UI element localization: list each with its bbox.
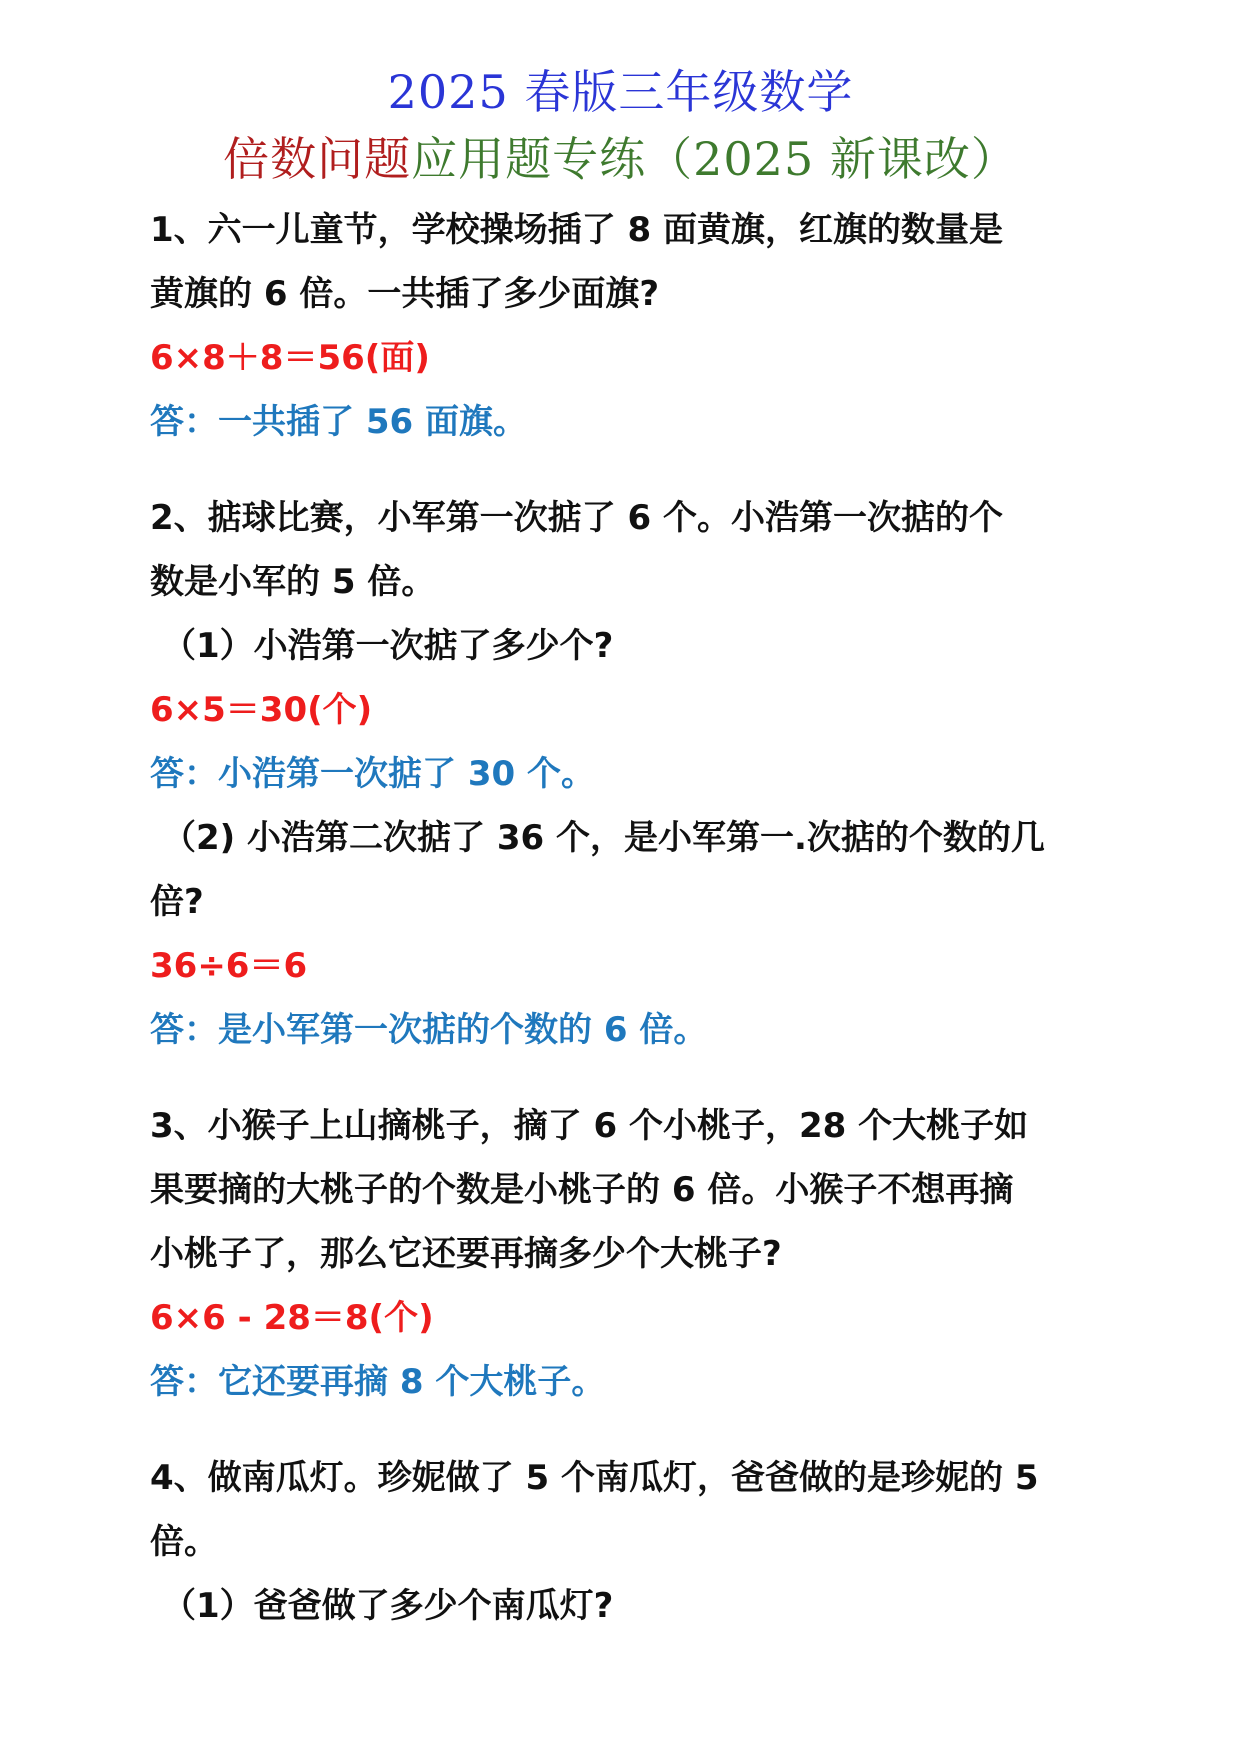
problem-2 bbox=[150, 486, 1110, 1062]
problem-4-question-line-1: 4、做南瓜灯。珍妮做了 5 个南瓜灯，爸爸做的是珍妮的 5 bbox=[150, 1458, 1039, 1498]
problem-3-question-line-3: 小桃子了，那么它还要再摘多少个大桃子? bbox=[150, 1234, 782, 1274]
title-line-2 bbox=[0, 128, 1241, 190]
problem-2-sub-2-question-line-1: （2) 小浩第二次掂了 36 个，是小军第一.次掂的个数的几 bbox=[162, 818, 1045, 858]
title-line-1: 2025 春版三年级数学 bbox=[387, 65, 854, 119]
problem-2-sub-1-answer: 答：小浩第一次掂了 30 个。 bbox=[150, 754, 595, 794]
title-subtitle: 应用题专练（2025 新课改） bbox=[411, 132, 1018, 186]
problem-1 bbox=[150, 198, 1110, 454]
problem-3-calculation: 6×6 - 28＝8(个) bbox=[150, 1298, 434, 1338]
problem-4 bbox=[150, 1446, 1110, 1638]
problem-4-question-line-2: 倍。 bbox=[150, 1522, 218, 1562]
problem-2-sub-1-question: （1）小浩第一次掂了多少个? bbox=[162, 626, 614, 666]
problem-2-sub-2-answer: 答：是小军第一次掂的个数的 6 倍。 bbox=[150, 1010, 708, 1050]
problem-3-answer: 答：它还要再摘 8 个大桃子。 bbox=[150, 1362, 606, 1402]
problem-1-answer: 答：一共插了 56 面旗。 bbox=[150, 402, 527, 442]
problem-2-question-line-2: 数是小军的 5 倍。 bbox=[150, 562, 436, 602]
problem-1-question-line-2: 黄旗的 6 倍。一共插了多少面旗? bbox=[150, 274, 660, 314]
problem-1-calculation: 6×8＋8＝56(面) bbox=[150, 338, 430, 378]
problem-2-sub-1-calculation: 6×5＝30(个) bbox=[150, 690, 373, 730]
problem-list bbox=[150, 198, 1110, 1638]
problem-2-question-line-1: 2、掂球比赛，小军第一次掂了 6 个。小浩第一次掂的个 bbox=[150, 498, 1003, 538]
problem-1-question-line-1: 1、六一儿童节，学校操场插了 8 面黄旗，红旗的数量是 bbox=[150, 210, 1003, 250]
problem-3 bbox=[150, 1094, 1110, 1414]
spacer bbox=[150, 1414, 1110, 1446]
spacer bbox=[150, 454, 1110, 486]
problem-2-sub-2-calculation: 36÷6＝6 bbox=[150, 946, 308, 986]
title-topic: 倍数问题 bbox=[223, 132, 412, 186]
problem-4-sub-1-question: （1）爸爸做了多少个南瓜灯? bbox=[162, 1586, 614, 1626]
problem-3-question-line-2: 果要摘的大桃子的个数是小桃子的 6 倍。小猴子不想再摘 bbox=[150, 1170, 1014, 1210]
problem-3-question-line-1: 3、小猴子上山摘桃子，摘了 6 个小桃子，28 个大桃子如 bbox=[150, 1106, 1029, 1146]
problem-2-sub-2-question-line-2: 倍? bbox=[150, 882, 204, 922]
spacer bbox=[150, 1062, 1110, 1094]
